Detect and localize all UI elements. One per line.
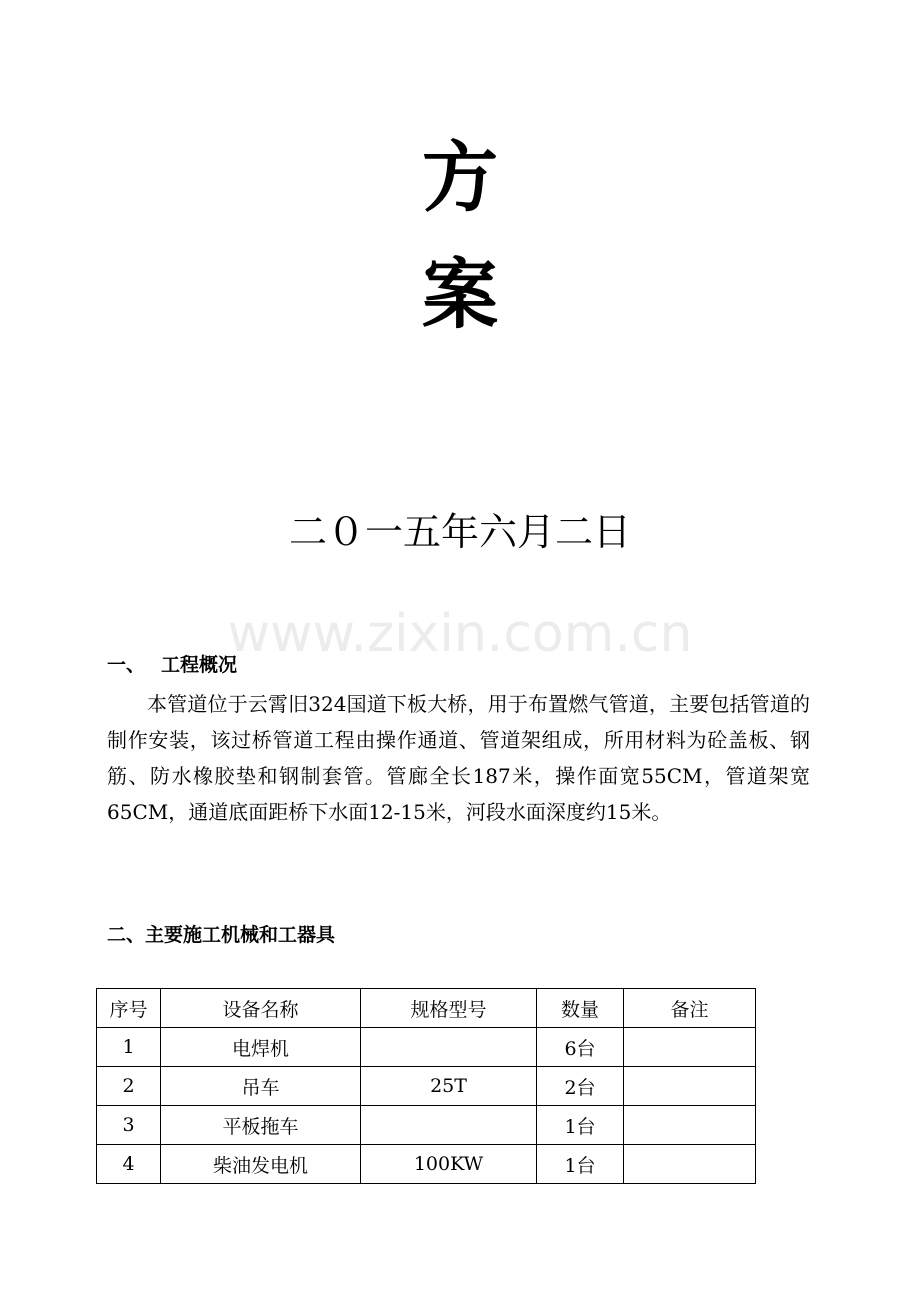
cell-index: 2 [97,1067,161,1106]
cell-quantity: 1台 [537,1106,624,1145]
section-1-title: 工程概况 [161,654,238,676]
cover-title-char-an: 案 [422,250,498,339]
header-cell-spec: 规格型号 [361,989,537,1028]
cell-index: 3 [97,1106,161,1145]
cell-quantity: 6台 [537,1028,624,1067]
cell-spec: 100KW [361,1145,537,1184]
section-1-body: 本管道位于云霄旧324国道下板大桥，用于布置燃气管道，主要包括管道的制作安装，该过桥管道工程由操作通道、管道架组成，所用材料为砼盖板、钢筋、防水橡胶垫和钢制套管。管廊全长187米，操作面宽55CM，管道架宽65CM，通道底面距桥下水面12-15米，河段水面深度约15米。 [107,692,810,824]
header-cell-quantity: 数量 [537,989,624,1028]
header-cell-name: 设备名称 [161,989,361,1028]
cell-spec [361,1106,537,1145]
cover-title-char-fang: 方 [422,133,498,222]
header-cell-index: 序号 [97,989,161,1028]
cell-spec: 25T [361,1067,537,1106]
cell-name: 柴油发电机 [161,1145,361,1184]
section-1-number: 一、 [107,654,146,676]
table-row [97,1028,756,1067]
cell-index: 4 [97,1145,161,1184]
cell-remarks [624,1028,756,1067]
cell-spec [361,1028,537,1067]
equipment-table [96,988,756,1184]
cell-name: 电焊机 [161,1028,361,1067]
header-cell-remarks: 备注 [624,989,756,1028]
cell-remarks [624,1067,756,1106]
table-header-row [97,989,756,1028]
table-row [97,1145,756,1184]
cover-date: 二０一五年六月二日 [288,510,631,554]
cell-remarks [624,1106,756,1145]
table-row [97,1106,756,1145]
cell-name: 吊车 [161,1067,361,1106]
table-row [97,1067,756,1106]
cell-quantity: 2台 [537,1067,624,1106]
cell-index: 1 [97,1028,161,1067]
watermark: www.zixin.com.cn [227,604,693,664]
section-2-heading: 二、主要施工机械和工器具 [107,924,336,946]
section-1-heading [107,651,237,679]
cell-name: 平板拖车 [161,1106,361,1145]
cell-quantity: 1台 [537,1145,624,1184]
cell-remarks [624,1145,756,1184]
